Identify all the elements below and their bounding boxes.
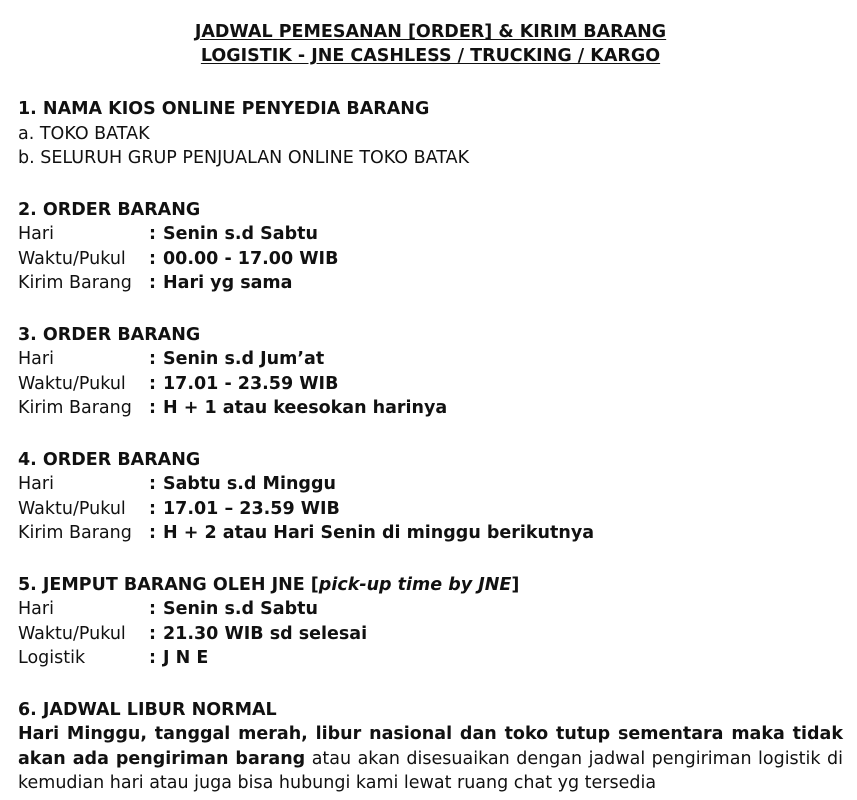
row-value: Hari yg sama xyxy=(163,273,293,293)
schedule-row-day xyxy=(18,347,843,372)
holiday-paragraph-bold: Hari Minggu, tanggal merah, libur nasional dan toko tutup sementara maka tidak akan ada pengiriman barang xyxy=(18,724,843,769)
schedule-row-day xyxy=(18,222,843,247)
document-subtitle: LOGISTIK - JNE CASHLESS / TRUCKING / KARGO xyxy=(200,46,661,66)
section-heading: 4. ORDER BARANG xyxy=(18,449,201,470)
row-colon: : xyxy=(149,498,156,519)
row-label: Hari xyxy=(18,224,54,244)
row-label: Waktu/Pukul xyxy=(18,373,126,394)
row-value: J N E xyxy=(163,648,209,668)
row-colon: : xyxy=(149,599,156,619)
row-colon: : xyxy=(149,273,156,293)
row-label: Waktu/Pukul xyxy=(18,498,126,519)
schedule-row-day xyxy=(18,472,843,497)
row-value: 00.00 - 17.00 WIB xyxy=(163,248,339,269)
row-colon: : xyxy=(149,248,156,269)
row-value: Senin s.d Sabtu xyxy=(163,224,318,244)
row-colon: : xyxy=(149,474,156,494)
row-label: Hari xyxy=(18,474,54,494)
row-value: 17.01 – 23.59 WIB xyxy=(163,498,340,519)
schedule-row-shipping xyxy=(18,396,843,421)
row-colon: : xyxy=(149,373,156,394)
row-value: H + 1 atau keesokan harinya xyxy=(163,398,448,418)
row-label: Kirim Barang xyxy=(18,523,132,543)
heading-italic-text: pick-up time by JNE xyxy=(318,574,512,595)
schedule-row-shipping xyxy=(18,271,843,296)
schedule-document xyxy=(18,20,843,796)
schedule-row-time xyxy=(18,247,843,272)
schedule-row-time xyxy=(18,622,843,647)
section-heading: 1. NAMA KIOS ONLINE PENYEDIA BARANG xyxy=(18,99,430,119)
row-label: Logistik xyxy=(18,648,86,668)
section-heading: 6. JADWAL LIBUR NORMAL xyxy=(18,699,277,720)
holiday-paragraph xyxy=(18,722,843,796)
row-value: H + 2 atau Hari Senin di minggu berikutnya xyxy=(163,523,595,543)
section-order-weekday-day xyxy=(18,198,843,296)
schedule-row-time xyxy=(18,372,843,397)
row-value: Senin s.d Sabtu xyxy=(163,599,318,619)
section-order-weekend xyxy=(18,448,843,546)
row-value: 21.30 WIB sd selesai xyxy=(163,623,368,644)
row-value: Senin s.d Jum’at xyxy=(163,349,325,369)
row-label: Waktu/Pukul xyxy=(18,248,126,269)
section-order-weekday-night xyxy=(18,323,843,421)
row-colon: : xyxy=(149,349,156,369)
row-label: Hari xyxy=(18,349,54,369)
section-heading: 3. ORDER BARANG xyxy=(18,324,201,345)
section-holiday-schedule xyxy=(18,698,843,796)
row-label: Kirim Barang xyxy=(18,398,132,418)
row-label: Waktu/Pukul xyxy=(18,623,126,644)
row-colon: : xyxy=(149,648,156,668)
document-title: JADWAL PEMESANAN [ORDER] & KIRIM BARANG xyxy=(194,22,667,42)
schedule-row-shipping xyxy=(18,521,843,546)
schedule-row-time xyxy=(18,497,843,522)
section-jne-pickup xyxy=(18,573,843,671)
schedule-row-day xyxy=(18,597,843,622)
section-heading xyxy=(18,573,843,598)
heading-text: 5. JEMPUT BARANG OLEH JNE [ xyxy=(18,574,319,595)
section-heading: 2. ORDER BARANG xyxy=(18,199,201,220)
holiday-paragraph-normal: atau akan disesuaikan dengan jadwal pengiriman logistik di kemudian hari atau juga bisa hubungi kami lewat ruang chat yg tersedia xyxy=(18,748,843,793)
row-label: Kirim Barang xyxy=(18,273,132,293)
row-colon: : xyxy=(149,523,156,543)
section-shop-names xyxy=(18,97,843,171)
row-value: 17.01 - 23.59 WIB xyxy=(163,373,339,394)
list-item: a. TOKO BATAK xyxy=(18,123,150,144)
heading-bracket: ] xyxy=(511,574,520,595)
row-colon: : xyxy=(149,398,156,418)
row-colon: : xyxy=(149,623,156,644)
schedule-row-logistics xyxy=(18,646,843,671)
list-item: b. SELURUH GRUP PENJUALAN ONLINE TOKO BATAK xyxy=(18,148,470,168)
document-header xyxy=(18,20,843,68)
row-label: Hari xyxy=(18,599,54,619)
row-value: Sabtu s.d Minggu xyxy=(163,474,336,494)
row-colon: : xyxy=(149,224,156,244)
